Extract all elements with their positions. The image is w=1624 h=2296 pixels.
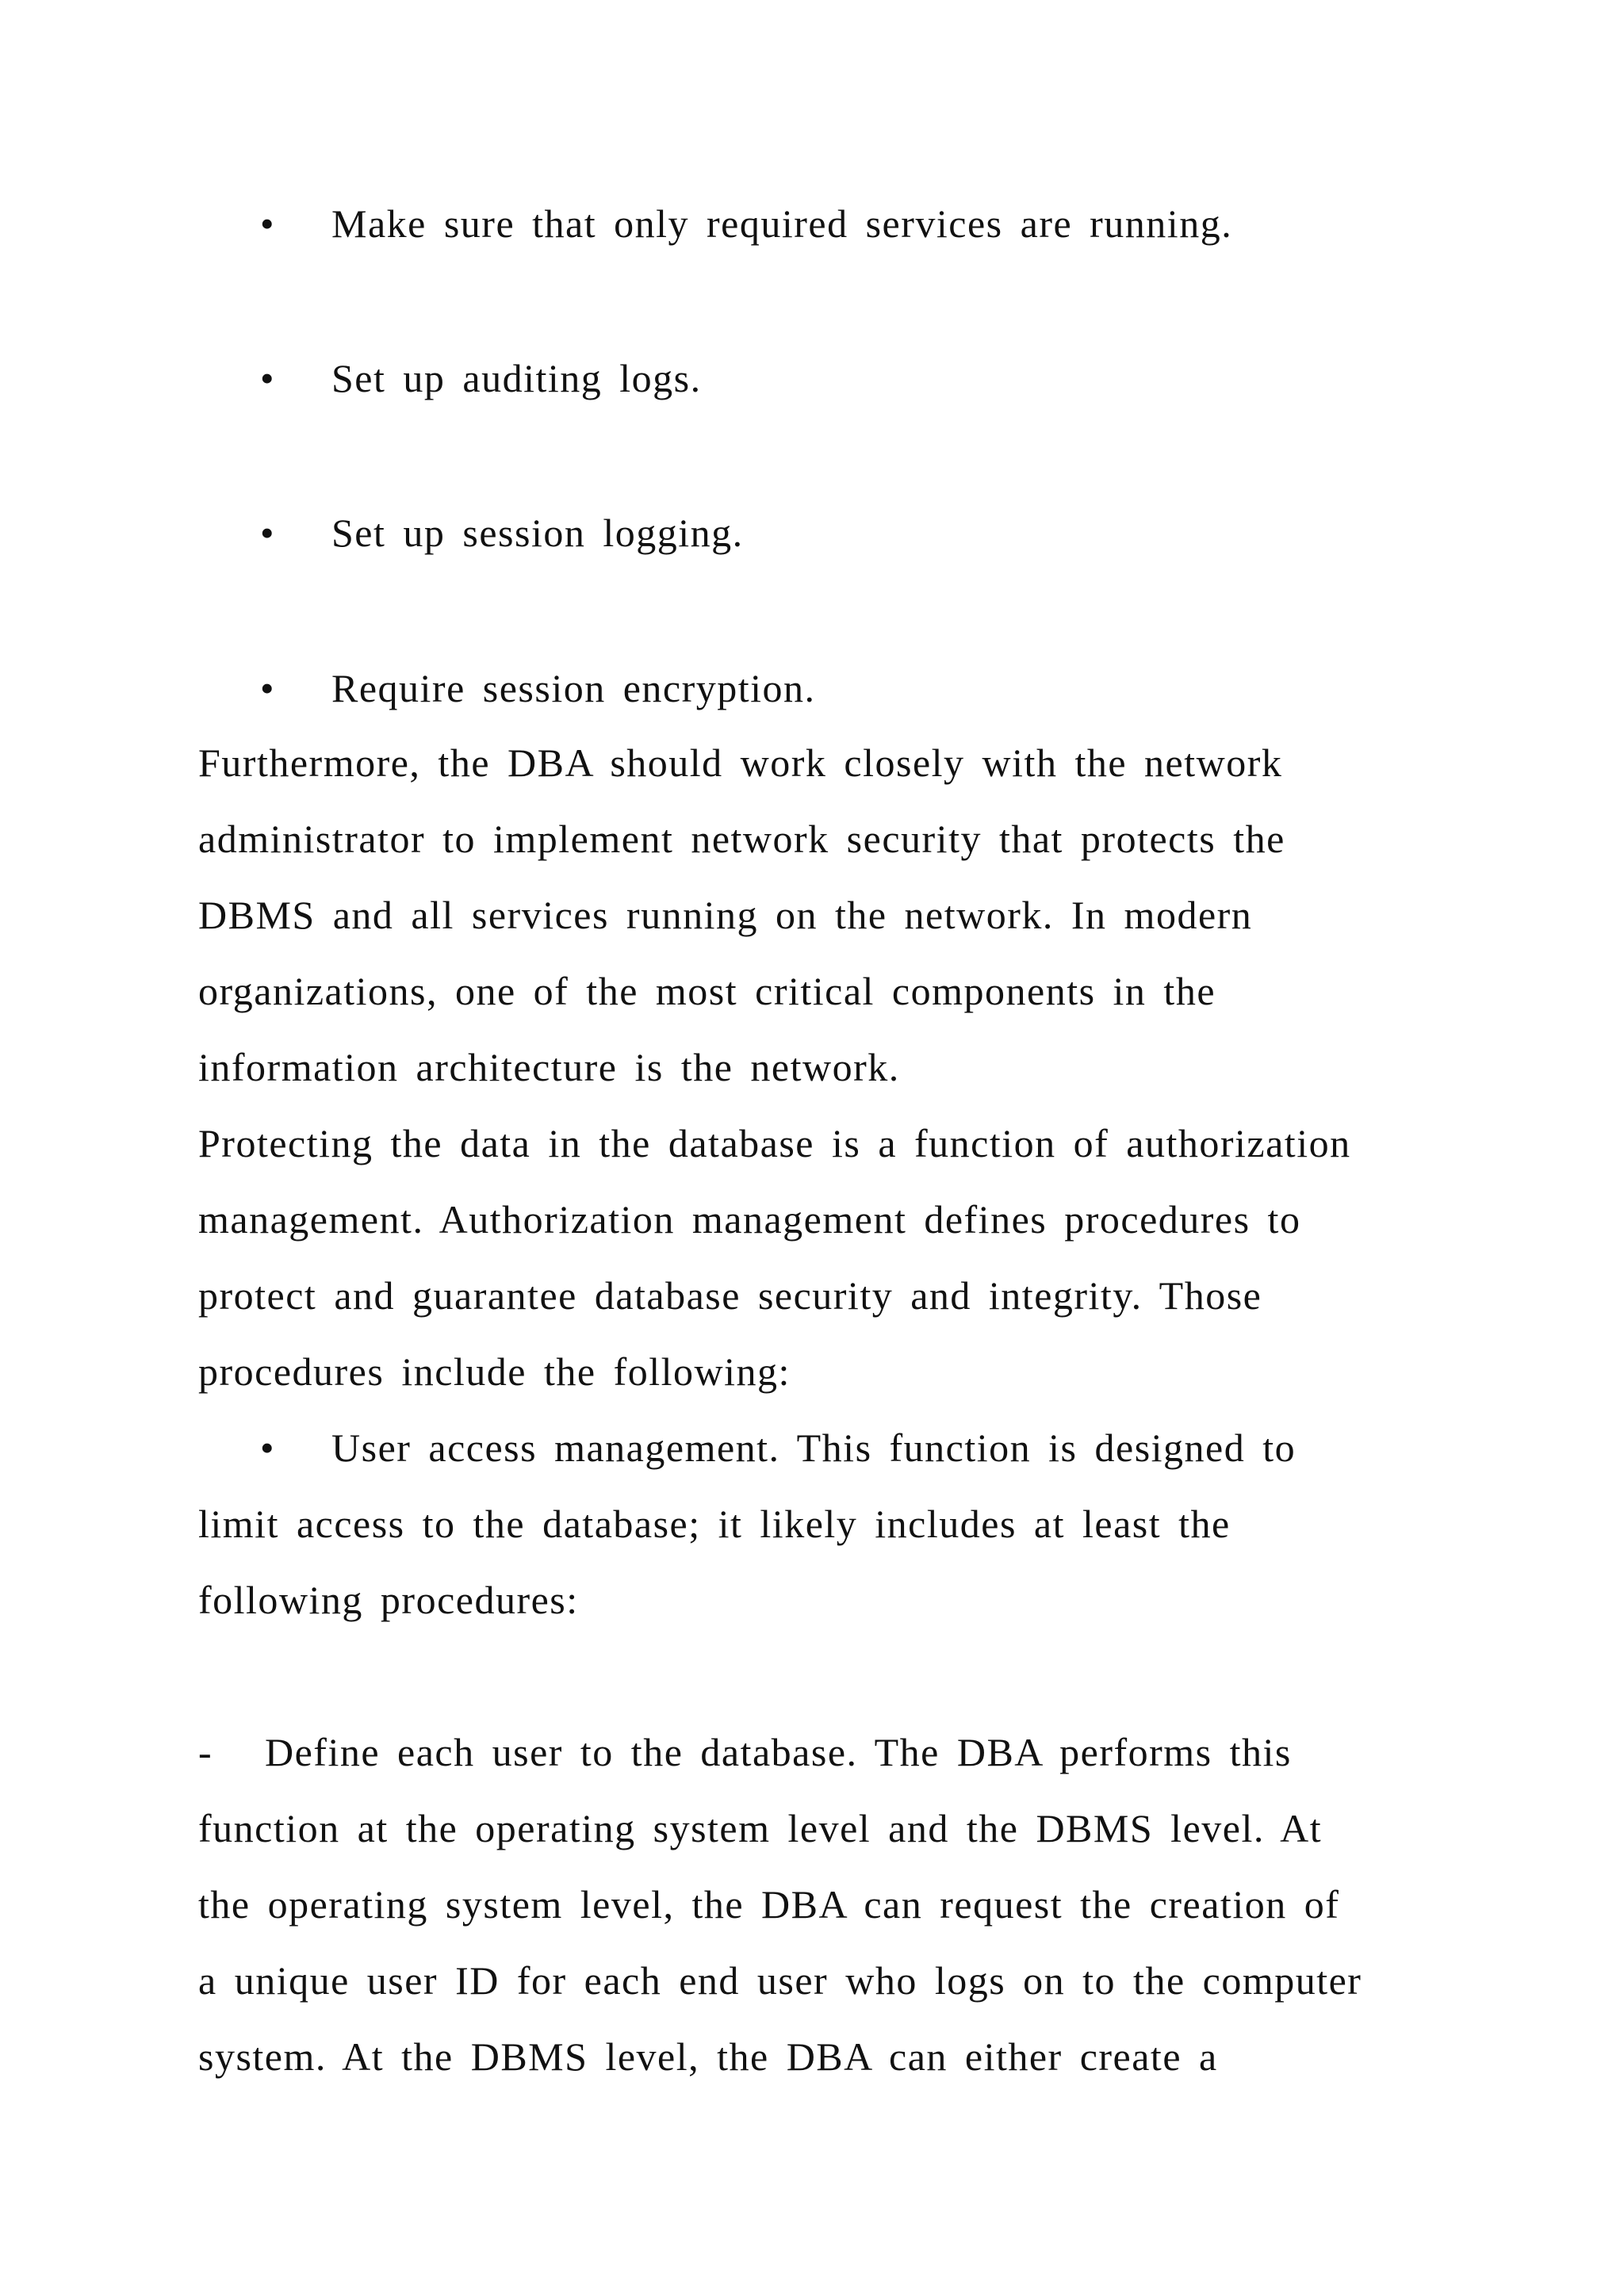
bullet-item-auditing-logs: Set up auditing logs.	[331, 356, 702, 400]
paragraph-network-line: organizations, one of the most critical components in the	[198, 969, 1216, 1013]
dash-marker: -	[198, 1730, 212, 1774]
dash-define-user-line: system. At the DBMS level, the DBA can either create a	[198, 2034, 1218, 2079]
paragraph-network-line: administrator to implement network security that protects the	[198, 817, 1285, 861]
dash-define-user-line: a unique user ID for each end user who logs on to the computer	[198, 1958, 1362, 2003]
dash-define-user-line: function at the operating system level and the DBMS level. At	[198, 1806, 1323, 1850]
paragraph-authorization-line: procedures include the following:	[198, 1349, 791, 1394]
bullet-marker: •	[260, 511, 274, 555]
dash-define-user-first-line: Define each user to the database. The DBA performs this	[265, 1730, 1292, 1774]
bullet-user-access-line: limit access to the database; it likely includes at least the	[198, 1502, 1231, 1546]
paragraph-authorization-line: protect and guarantee database security and integrity. Those	[198, 1273, 1262, 1318]
bullet-item-session-encryption: Require session encryption.	[331, 666, 816, 710]
paragraph-network-line: DBMS and all services running on the network. In modern	[198, 893, 1253, 937]
bullet-marker: •	[260, 1425, 274, 1470]
paragraph-network-line: Furthermore, the DBA should work closely with the network	[198, 740, 1283, 785]
dash-define-user-line: the operating system level, the DBA can request the creation of	[198, 1882, 1340, 1927]
paragraph-authorization-line: Protecting the data in the database is a function of authorization	[198, 1121, 1351, 1165]
bullet-item-services: Make sure that only required services are running.	[331, 201, 1233, 246]
paragraph-network-line: information architecture is the network.	[198, 1045, 900, 1089]
bullet-user-access-first-line: User access management. This function is designed to	[331, 1425, 1297, 1470]
paragraph-authorization-line: management. Authorization management defines procedures to	[198, 1197, 1301, 1242]
bullet-marker: •	[260, 356, 274, 400]
bullet-marker: •	[260, 201, 274, 246]
bullet-marker: •	[260, 666, 274, 710]
bullet-user-access-line: following procedures:	[198, 1578, 579, 1622]
bullet-item-session-logging: Set up session logging.	[331, 511, 744, 555]
